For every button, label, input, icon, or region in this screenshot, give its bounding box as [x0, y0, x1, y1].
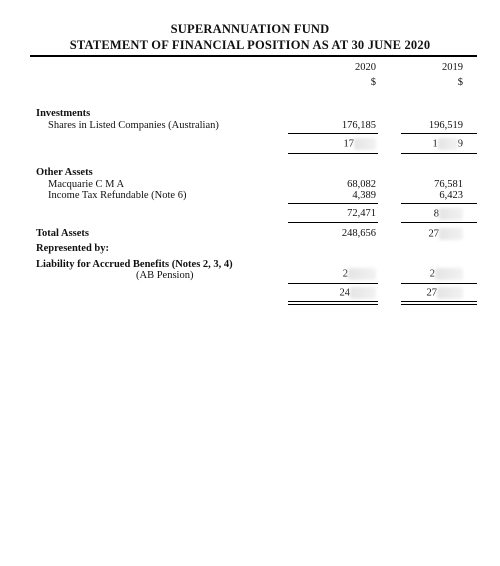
redaction-blur	[348, 268, 376, 280]
cma-label: Macquarie C M A	[48, 179, 125, 190]
investments-subtotal-2019	[433, 138, 464, 150]
currency-2020: $	[370, 77, 376, 88]
double-rule-2019-a	[401, 301, 477, 302]
tax-refundable-2019: 6,423	[439, 190, 463, 201]
redaction-blur	[354, 138, 376, 150]
pension-2019-text: 2	[429, 268, 435, 280]
investments-subtotal-rule-2020	[288, 153, 378, 154]
other-assets-rule-2019	[401, 203, 477, 204]
pension-2019	[430, 268, 463, 280]
shares-2019: 196,519	[428, 120, 463, 131]
pension-rule-2019	[401, 283, 477, 284]
investments-subtotal-2020	[344, 138, 377, 150]
other-assets-subtotal-2020: 72,471	[347, 208, 376, 219]
pension-rule-2020	[288, 283, 378, 284]
double-rule-2019-b	[401, 304, 477, 305]
cma-2020: 68,082	[347, 179, 376, 190]
header-rule	[30, 55, 477, 57]
investments-subtotal-rule-2019	[401, 153, 477, 154]
investments-heading: Investments	[36, 108, 91, 119]
total-assets-label: Total Assets	[36, 228, 89, 239]
redaction-blur	[435, 268, 463, 280]
redaction-blur	[438, 138, 458, 150]
redaction-blur	[439, 228, 463, 240]
investments-rule-2020	[288, 133, 378, 134]
ab-pension-label: (AB Pension)	[136, 270, 194, 281]
year-2019-header: 2019	[442, 62, 463, 73]
other-assets-subtotal-2019	[434, 208, 463, 220]
pension-2020-text: 2	[342, 268, 348, 280]
other-assets-heading: Other Assets	[36, 167, 93, 178]
investments-subtotal-2019-part-b: 9	[457, 138, 463, 150]
other-assets-subtotal-2019-text: 8	[433, 208, 439, 220]
other-assets-rule-2020	[288, 203, 378, 204]
year-2020-header: 2020	[355, 62, 376, 73]
currency-2019: $	[457, 77, 463, 88]
shares-label: Shares in Listed Companies (Australian)	[48, 120, 219, 131]
represented-by-label: Represented by:	[36, 243, 110, 254]
shares-2020: 176,185	[341, 120, 376, 131]
final-total-2019-text: 27	[426, 287, 437, 299]
redaction-blur	[437, 287, 463, 299]
tax-refundable-label: Income Tax Refundable (Note 6)	[48, 190, 187, 201]
tax-refundable-2020: 4,389	[352, 190, 376, 201]
other-assets-subtotal-rule-2020	[288, 222, 378, 223]
final-total-2020	[340, 287, 377, 299]
other-assets-subtotal-rule-2019	[401, 222, 477, 223]
investments-subtotal-2019-part-a: 1	[432, 138, 438, 150]
double-rule-2020-a	[288, 301, 378, 302]
pension-2020	[343, 268, 376, 280]
total-assets-2019-text: 27	[428, 228, 439, 240]
total-assets-2020: 248,656	[341, 228, 376, 239]
total-assets-2019	[429, 228, 464, 240]
investments-rule-2019	[401, 133, 477, 134]
statement-title: STATEMENT OF FINANCIAL POSITION AS AT 30 JUNE 2020	[69, 38, 431, 52]
fund-title: SUPERANNUATION FUND	[170, 22, 330, 36]
redaction-blur	[350, 287, 376, 299]
investments-subtotal-2020-text: 17	[343, 138, 354, 150]
cma-2019: 76,581	[434, 179, 463, 190]
final-total-2020-text: 24	[339, 287, 350, 299]
liability-label: Liability for Accrued Benefits (Notes 2, 3, 4)	[36, 259, 233, 270]
redaction-blur	[439, 208, 463, 220]
final-total-2019	[427, 287, 464, 299]
double-rule-2020-b	[288, 304, 378, 305]
